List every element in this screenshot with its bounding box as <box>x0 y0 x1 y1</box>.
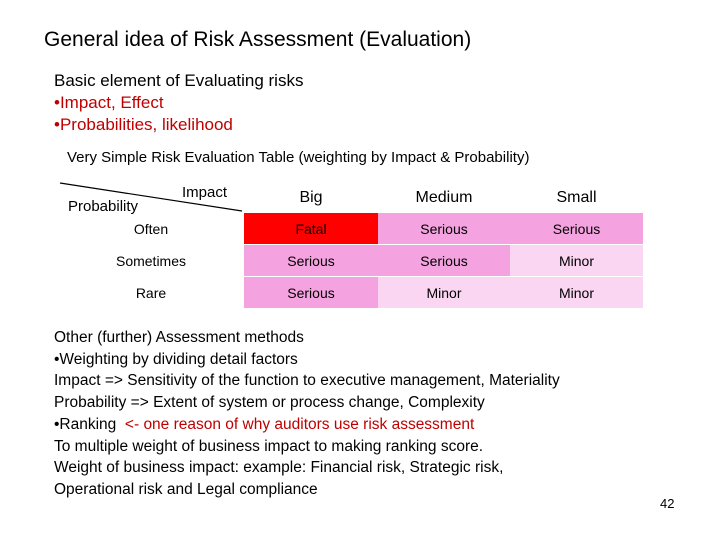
other-line: Probability => Extent of system or process change, Complexity <box>54 394 485 412</box>
basic-elements <box>54 70 303 136</box>
table-cell: Serious <box>244 277 378 309</box>
ranking-line <box>54 414 560 436</box>
other-line: Impact => Sensitivity of the function to executive management, Materiality <box>54 372 560 390</box>
row-label-rare: Rare <box>58 277 244 309</box>
other-heading: Other (further) Assessment methods <box>54 329 304 346</box>
table-row <box>58 277 643 309</box>
table-cell: Fatal <box>244 213 378 245</box>
basic-heading: Basic element of Evaluating risks <box>54 71 304 90</box>
page-number: 42 <box>660 496 675 511</box>
other-line: •Weighting by dividing detail factors <box>54 350 298 368</box>
table-cell: Serious <box>378 245 510 277</box>
other-line: Weight of business impact: example: Financial risk, Strategic risk, <box>54 459 504 477</box>
corner-probability-label: Probability <box>68 198 139 215</box>
table-header-row <box>58 182 643 213</box>
column-header-small: Small <box>556 188 597 206</box>
risk-evaluation-table <box>58 182 643 309</box>
corner-cell <box>58 182 244 213</box>
ranking-highlight: <- one reason of why auditors use risk assessment <box>124 415 475 433</box>
slide-title: General idea of Risk Assessment (Evaluation) <box>44 28 472 51</box>
ranking-label: •Ranking <box>54 415 125 433</box>
other-line: Operational risk and Legal compliance <box>54 480 318 498</box>
basic-item: •Impact, Effect <box>54 93 164 112</box>
table-row <box>58 245 643 277</box>
row-label-often: Often <box>58 213 244 245</box>
table-row <box>58 213 643 245</box>
basic-item: •Probabilities, likelihood <box>54 115 233 134</box>
table-cell: Serious <box>244 245 378 277</box>
table-cell: Minor <box>378 277 510 309</box>
column-header-big: Big <box>299 188 323 206</box>
table-cell: Serious <box>378 213 510 245</box>
corner-impact-label: Impact <box>182 184 228 201</box>
table-cell: Serious <box>510 213 643 245</box>
other-line: To multiple weight of business impact to making ranking score. <box>54 437 484 455</box>
other-methods <box>54 327 560 501</box>
table-caption: Very Simple Risk Evaluation Table (weighting by Impact & Probability) <box>67 149 530 166</box>
table-cell: Minor <box>510 277 643 309</box>
row-label-sometimes: Sometimes <box>58 245 244 277</box>
table-cell: Minor <box>510 245 643 277</box>
column-header-medium: Medium <box>415 188 473 206</box>
